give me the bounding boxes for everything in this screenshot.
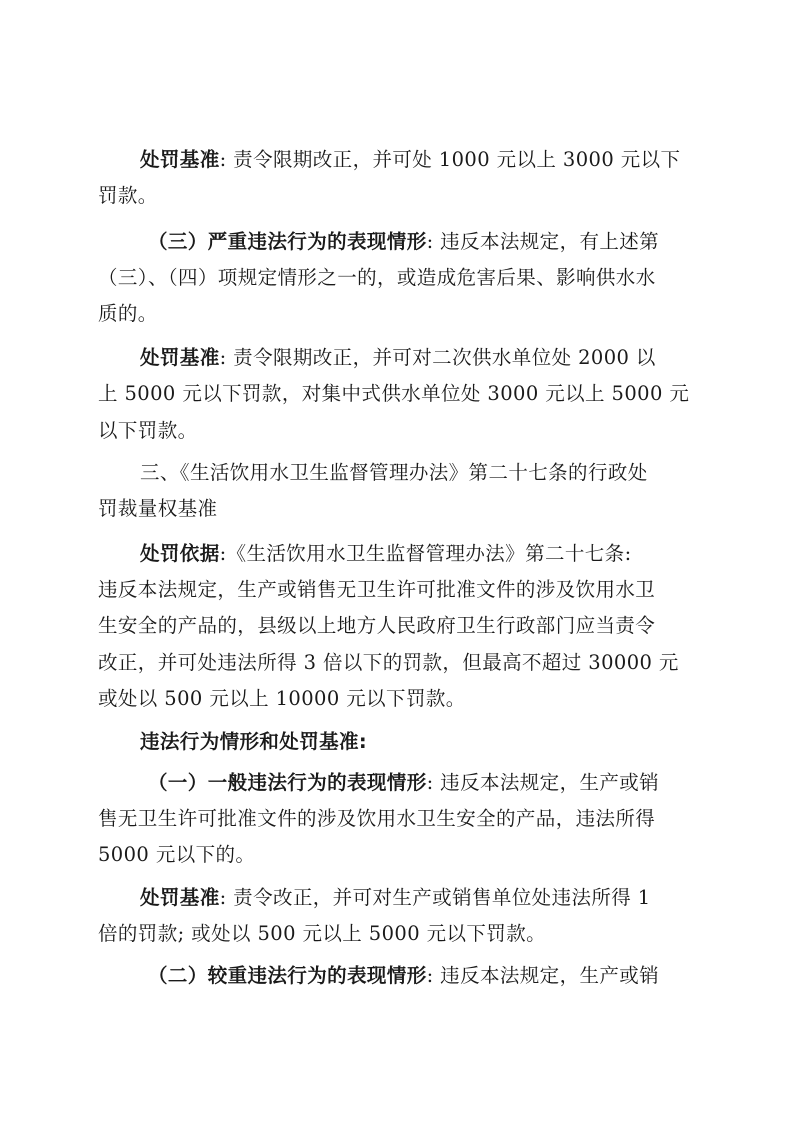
paragraph-penalty-basis [140,541,698,567]
paragraph-general-violation [148,770,698,796]
text-line: （三）、（四）项规定情形之一的，或造成危害后果、影响供水水 [98,266,656,289]
section-heading-article-27: 三、《生活饮用水卫生监督管理办法》第二十七条的行政处 [140,461,648,484]
label-penalty-standard: 处罚基准 [140,886,220,909]
label-penalty-standard: 处罚基准 [140,148,220,171]
label-penalty-basis: 处罚依据 [140,542,220,565]
text-line: 质的。 [98,302,158,325]
label-heavier-violation: （二）较重违法行为的表现情形 [148,964,427,987]
text: : 违反本法规定，有上述第 [426,230,660,253]
paragraph-penalty-standard-1 [140,147,698,173]
text-line: 罚款。 [98,184,158,207]
text: : 责令限期改正，并可处 1000 元以上 3000 元以下 [219,148,681,171]
paragraph-penalty-standard-3 [140,885,698,911]
text-line: 生安全的产品的，县级以上地方人民政府卫生行政部门应当责令 [98,614,656,637]
text-line: 改正，并可处违法所得 3 倍以下的罚款，但最高不超过 30000 元 [98,651,679,674]
label-penalty-standard: 处罚基准 [140,346,220,369]
text: : 责令改正，并可对生产或销售单位处违法所得 1 [219,886,651,909]
label-general-violation: （一）一般违法行为的表现情形 [148,771,427,794]
paragraph-penalty-standard-2 [140,345,698,371]
text-line: 倍的罚款; 或处以 500 元以上 5000 元以下罚款。 [98,922,547,945]
text-line: 售无卫生许可批准文件的涉及饮用水卫生安全的产品，违法所得 [98,807,656,830]
text-line: 罚裁量权基准 [98,497,218,520]
text-line: 或处以 500 元以上 10000 元以下罚款。 [98,687,466,710]
text: : 违反本法规定，生产或销 [426,964,660,987]
label-serious-violation: （三）严重违法行为的表现情形 [148,230,427,253]
text: : 责令限期改正，并可对二次供水单位处 2000 以 [219,346,656,369]
text-line: 违反本法规定，生产或销售无卫生许可批准文件的涉及饮用水卫 [98,578,656,601]
text-line: 5000 元以下的。 [98,843,256,866]
text: :《生活饮用水卫生监督管理办法》第二十七条: [219,542,632,565]
paragraph-heavier-violation [148,963,698,989]
text-line: 上 5000 元以下罚款，对集中式供水单位处 3000 元以上 5000 元 [98,382,690,405]
text: : 违反本法规定，生产或销 [426,771,660,794]
paragraph-serious-violation [148,229,698,255]
heading-violation-circumstances: 违法行为情形和处罚基准: [140,730,368,753]
text-line: 以下罚款。 [98,419,198,442]
